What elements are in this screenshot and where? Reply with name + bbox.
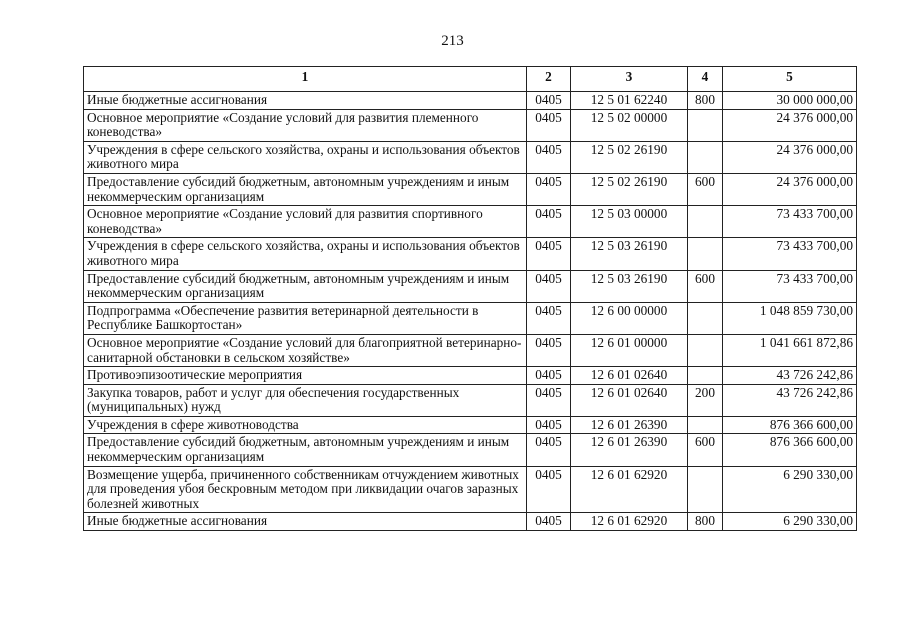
row-type (688, 206, 723, 238)
row-code: 12 6 01 02640 (571, 384, 688, 416)
row-code: 12 6 01 62920 (571, 513, 688, 531)
row-sum: 24 376 000,00 (723, 141, 857, 173)
row-type (688, 416, 723, 434)
row-sum: 6 290 330,00 (723, 513, 857, 531)
header-col-3: 3 (571, 67, 688, 92)
row-name: Учреждения в сфере сельского хозяйства, охраны и использования объектов животного мира (84, 141, 527, 173)
row-type: 800 (688, 92, 723, 110)
row-section: 0405 (527, 302, 571, 334)
row-type: 200 (688, 384, 723, 416)
row-name: Иные бюджетные ассигнования (84, 92, 527, 110)
row-sum: 30 000 000,00 (723, 92, 857, 110)
row-sum: 1 048 859 730,00 (723, 302, 857, 334)
row-type (688, 109, 723, 141)
row-name: Предоставление субсидий бюджетным, автономным учреждениям и иным некоммерческим организациям (84, 173, 527, 205)
row-section: 0405 (527, 367, 571, 385)
row-name: Учреждения в сфере животноводства (84, 416, 527, 434)
row-name: Учреждения в сфере сельского хозяйства, охраны и использования объектов животного мира (84, 238, 527, 270)
row-name: Возмещение ущерба, причиненного собственникам отчуждением животных для проведения убоя бескровным методом при ликвидации очагов заразных болезней животных (84, 466, 527, 513)
table-header-row (84, 67, 857, 92)
row-sum: 1 041 661 872,86 (723, 334, 857, 366)
table-row (84, 141, 857, 173)
row-code: 12 6 01 00000 (571, 334, 688, 366)
table-body (84, 92, 857, 531)
row-section: 0405 (527, 434, 571, 466)
row-name: Предоставление субсидий бюджетным, автономным учреждениям и иным некоммерческим организациям (84, 434, 527, 466)
page-number: 213 (441, 33, 464, 49)
row-code: 12 5 03 26190 (571, 270, 688, 302)
row-code: 12 5 01 62240 (571, 92, 688, 110)
table-row (84, 302, 857, 334)
row-type (688, 334, 723, 366)
row-sum: 24 376 000,00 (723, 173, 857, 205)
header-col-4: 4 (688, 67, 723, 92)
table-row (84, 92, 857, 110)
row-sum: 73 433 700,00 (723, 206, 857, 238)
row-name: Основное мероприятие «Создание условий для развития спортивного коневодства» (84, 206, 527, 238)
table-row (84, 206, 857, 238)
row-section: 0405 (527, 92, 571, 110)
row-name: Основное мероприятие «Создание условий для развития племенного коневодства» (84, 109, 527, 141)
row-code: 12 5 02 26190 (571, 141, 688, 173)
row-section: 0405 (527, 513, 571, 531)
row-name: Закупка товаров, работ и услуг для обеспечения государственных (муниципальных) нужд (84, 384, 527, 416)
row-code: 12 5 03 00000 (571, 206, 688, 238)
row-section: 0405 (527, 109, 571, 141)
row-name: Противоэпизоотические мероприятия (84, 367, 527, 385)
row-section: 0405 (527, 141, 571, 173)
row-section: 0405 (527, 466, 571, 513)
row-section: 0405 (527, 206, 571, 238)
row-type: 600 (688, 173, 723, 205)
row-type (688, 367, 723, 385)
table-row (84, 334, 857, 366)
header-col-1: 1 (84, 67, 527, 92)
table-row (84, 416, 857, 434)
row-type (688, 238, 723, 270)
row-section: 0405 (527, 334, 571, 366)
row-code: 12 6 01 62920 (571, 466, 688, 513)
table-row (84, 384, 857, 416)
row-type (688, 466, 723, 513)
row-code: 12 6 01 26390 (571, 416, 688, 434)
row-code: 12 6 01 02640 (571, 367, 688, 385)
row-type: 600 (688, 434, 723, 466)
row-section: 0405 (527, 416, 571, 434)
header-col-5: 5 (723, 67, 857, 92)
row-sum: 73 433 700,00 (723, 270, 857, 302)
budget-table (83, 66, 857, 531)
header-col-2: 2 (527, 67, 571, 92)
row-sum: 73 433 700,00 (723, 238, 857, 270)
row-name: Подпрограмма «Обеспечение развития ветеринарной деятельности в Республике Башкортостан» (84, 302, 527, 334)
row-code: 12 5 02 00000 (571, 109, 688, 141)
row-sum: 43 726 242,86 (723, 384, 857, 416)
table-row (84, 173, 857, 205)
row-code: 12 5 02 26190 (571, 173, 688, 205)
row-sum: 876 366 600,00 (723, 416, 857, 434)
row-sum: 43 726 242,86 (723, 367, 857, 385)
table-row (84, 109, 857, 141)
row-section: 0405 (527, 238, 571, 270)
row-type (688, 141, 723, 173)
row-sum: 24 376 000,00 (723, 109, 857, 141)
row-code: 12 5 03 26190 (571, 238, 688, 270)
row-sum: 6 290 330,00 (723, 466, 857, 513)
row-type: 800 (688, 513, 723, 531)
row-code: 12 6 00 00000 (571, 302, 688, 334)
table-row (84, 513, 857, 531)
row-section: 0405 (527, 173, 571, 205)
row-name: Основное мероприятие «Создание условий для благоприятной ветеринарно-санитарной обстановки в сельском хозяйстве» (84, 334, 527, 366)
row-section: 0405 (527, 384, 571, 416)
row-section: 0405 (527, 270, 571, 302)
table-row (84, 238, 857, 270)
row-type: 600 (688, 270, 723, 302)
row-code: 12 6 01 26390 (571, 434, 688, 466)
row-sum: 876 366 600,00 (723, 434, 857, 466)
row-name: Предоставление субсидий бюджетным, автономным учреждениям и иным некоммерческим организациям (84, 270, 527, 302)
table-row (84, 434, 857, 466)
row-type (688, 302, 723, 334)
table-row (84, 466, 857, 513)
table-row (84, 367, 857, 385)
table-row (84, 270, 857, 302)
row-name: Иные бюджетные ассигнования (84, 513, 527, 531)
